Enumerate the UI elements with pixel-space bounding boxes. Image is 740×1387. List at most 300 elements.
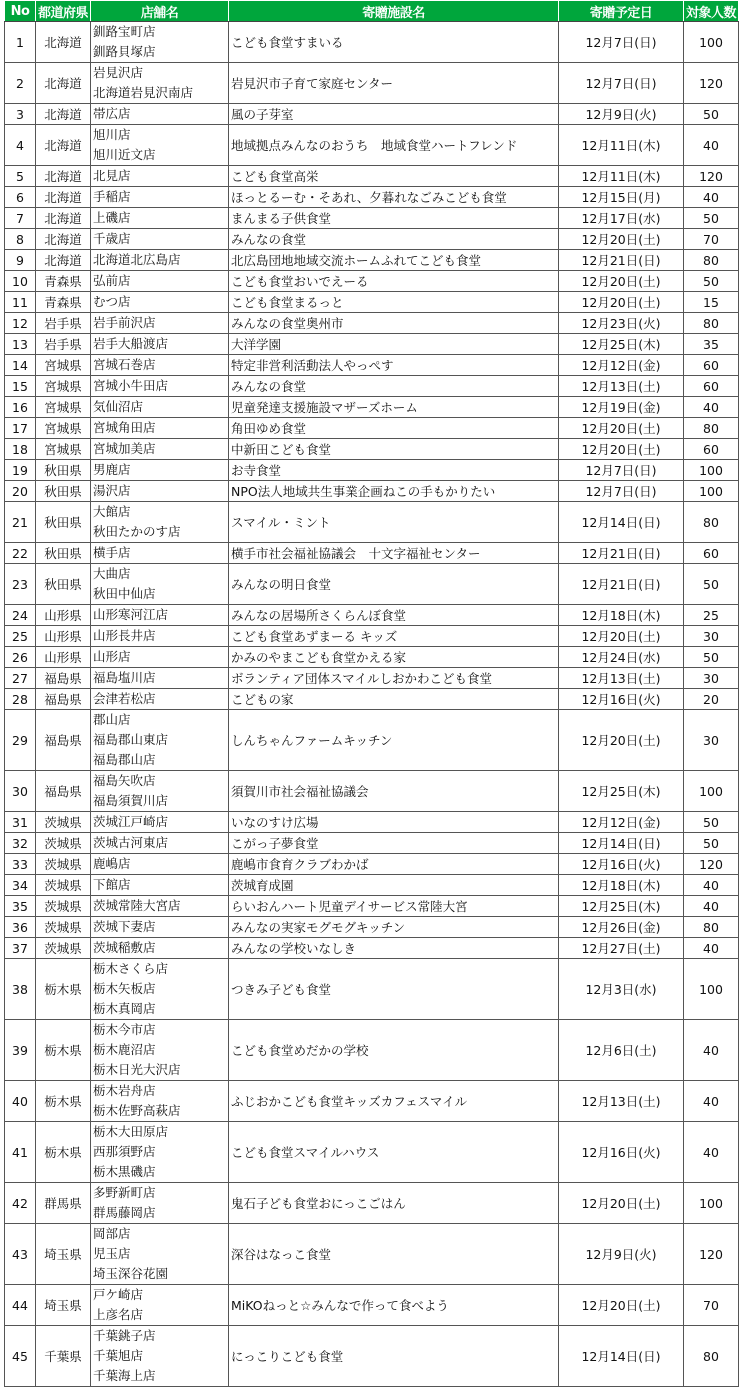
table-row bbox=[5, 292, 739, 313]
header-store: 店舗名 bbox=[91, 1, 229, 22]
row-date: 12月20日(土) bbox=[559, 229, 684, 250]
table-row bbox=[5, 1020, 739, 1081]
row-date: 12月25日(木) bbox=[559, 771, 684, 812]
row-no: 9 bbox=[5, 250, 36, 271]
row-stores bbox=[91, 917, 229, 938]
row-prefecture: 青森県 bbox=[36, 292, 91, 313]
row-count: 40 bbox=[684, 397, 739, 418]
row-facility: 角田ゆめ食堂 bbox=[229, 418, 559, 439]
row-facility: みんなの食堂 bbox=[229, 376, 559, 397]
row-facility: 横手市社会福祉協議会 十文字福祉センター bbox=[229, 543, 559, 564]
store-name: 横手店 bbox=[93, 545, 131, 560]
store-name: 栃木黒磯店 bbox=[93, 1164, 156, 1179]
row-count: 50 bbox=[684, 833, 739, 854]
row-stores bbox=[91, 710, 229, 771]
row-facility: こがっ子夢食堂 bbox=[229, 833, 559, 854]
table-row bbox=[5, 125, 739, 166]
table-header bbox=[5, 1, 739, 22]
row-count: 60 bbox=[684, 355, 739, 376]
row-count: 60 bbox=[684, 543, 739, 564]
row-date: 12月14日(日) bbox=[559, 1326, 684, 1387]
table-body bbox=[5, 22, 739, 1387]
row-no: 27 bbox=[5, 668, 36, 689]
store-name: 旭川店 bbox=[93, 127, 131, 142]
store-name: 栃木日光大沢店 bbox=[93, 1062, 181, 1077]
table-row bbox=[5, 271, 739, 292]
row-stores bbox=[91, 125, 229, 166]
row-prefecture: 北海道 bbox=[36, 104, 91, 125]
row-prefecture: 山形県 bbox=[36, 647, 91, 668]
row-count: 80 bbox=[684, 1326, 739, 1387]
row-no: 1 bbox=[5, 22, 36, 63]
table-row bbox=[5, 208, 739, 229]
row-date: 12月7日(日) bbox=[559, 481, 684, 502]
row-count: 15 bbox=[684, 292, 739, 313]
table-row bbox=[5, 564, 739, 605]
row-prefecture: 千葉県 bbox=[36, 1326, 91, 1387]
row-stores bbox=[91, 460, 229, 481]
store-name: 男鹿店 bbox=[93, 462, 131, 477]
row-facility: こども食堂高栄 bbox=[229, 166, 559, 187]
donation-table bbox=[4, 0, 739, 1387]
row-no: 14 bbox=[5, 355, 36, 376]
store-name: 千葉旭店 bbox=[93, 1348, 144, 1363]
row-prefecture: 青森県 bbox=[36, 271, 91, 292]
table-row bbox=[5, 460, 739, 481]
row-count: 100 bbox=[684, 1183, 739, 1224]
store-name: 岩手前沢店 bbox=[93, 315, 156, 330]
row-date: 12月9日(火) bbox=[559, 104, 684, 125]
row-no: 6 bbox=[5, 187, 36, 208]
store-name: 山形長井店 bbox=[93, 628, 156, 643]
row-count: 30 bbox=[684, 626, 739, 647]
store-name: 郡山店 bbox=[93, 712, 131, 727]
row-date: 12月7日(日) bbox=[559, 63, 684, 104]
row-count: 120 bbox=[684, 854, 739, 875]
row-prefecture: 北海道 bbox=[36, 250, 91, 271]
row-stores bbox=[91, 481, 229, 502]
row-count: 40 bbox=[684, 875, 739, 896]
table-row bbox=[5, 543, 739, 564]
store-name: 福島須賀川店 bbox=[93, 793, 169, 808]
table-row bbox=[5, 938, 739, 959]
table-row bbox=[5, 668, 739, 689]
row-count: 20 bbox=[684, 689, 739, 710]
store-name: 手稲店 bbox=[93, 189, 131, 204]
row-date: 12月20日(土) bbox=[559, 271, 684, 292]
row-prefecture: 秋田県 bbox=[36, 460, 91, 481]
row-no: 3 bbox=[5, 104, 36, 125]
row-no: 21 bbox=[5, 502, 36, 543]
table-row bbox=[5, 397, 739, 418]
store-name: 千歳店 bbox=[93, 231, 131, 246]
table-row bbox=[5, 605, 739, 626]
row-count: 60 bbox=[684, 439, 739, 460]
row-no: 24 bbox=[5, 605, 36, 626]
row-prefecture: 北海道 bbox=[36, 63, 91, 104]
row-facility: みんなの食堂奥州市 bbox=[229, 313, 559, 334]
table-row bbox=[5, 833, 739, 854]
store-name: 岩手大船渡店 bbox=[93, 336, 169, 351]
row-facility: しんちゃんファームキッチン bbox=[229, 710, 559, 771]
store-name: 福島塩川店 bbox=[93, 670, 156, 685]
row-count: 120 bbox=[684, 1224, 739, 1285]
store-name: 栃木岩舟店 bbox=[93, 1083, 156, 1098]
row-count: 30 bbox=[684, 668, 739, 689]
store-name: 釧路貝塚店 bbox=[93, 44, 156, 59]
row-date: 12月13日(土) bbox=[559, 376, 684, 397]
row-facility: にっこりこども食堂 bbox=[229, 1326, 559, 1387]
row-stores bbox=[91, 854, 229, 875]
row-facility: らいおんハート児童デイサービス常陸大宮 bbox=[229, 896, 559, 917]
row-stores bbox=[91, 104, 229, 125]
store-name: 帯広店 bbox=[93, 106, 131, 121]
store-name: 岡部店 bbox=[93, 1226, 131, 1241]
table-row bbox=[5, 502, 739, 543]
row-prefecture: 北海道 bbox=[36, 208, 91, 229]
store-name: 下館店 bbox=[93, 877, 131, 892]
row-date: 12月11日(木) bbox=[559, 125, 684, 166]
row-date: 12月26日(金) bbox=[559, 917, 684, 938]
row-no: 38 bbox=[5, 959, 36, 1020]
store-name: 栃木今市店 bbox=[93, 1022, 156, 1037]
row-count: 120 bbox=[684, 166, 739, 187]
row-facility: 大洋学園 bbox=[229, 334, 559, 355]
row-stores bbox=[91, 250, 229, 271]
store-name: 宮城小牛田店 bbox=[93, 378, 169, 393]
row-count: 120 bbox=[684, 63, 739, 104]
row-count: 60 bbox=[684, 376, 739, 397]
row-count: 70 bbox=[684, 1285, 739, 1326]
store-name: 秋田たかのす店 bbox=[93, 524, 181, 539]
row-no: 18 bbox=[5, 439, 36, 460]
row-count: 40 bbox=[684, 938, 739, 959]
row-facility: みんなの居場所さくらんぼ食堂 bbox=[229, 605, 559, 626]
store-name: 栃木佐野高萩店 bbox=[93, 1103, 181, 1118]
store-name: 弘前店 bbox=[93, 273, 131, 288]
store-name: 栃木真岡店 bbox=[93, 1001, 156, 1016]
store-name: 大曲店 bbox=[93, 566, 131, 581]
row-date: 12月15日(月) bbox=[559, 187, 684, 208]
row-prefecture: 北海道 bbox=[36, 22, 91, 63]
header-facility: 寄贈施設名 bbox=[229, 1, 559, 22]
row-date: 12月23日(火) bbox=[559, 313, 684, 334]
row-count: 100 bbox=[684, 959, 739, 1020]
row-prefecture: 北海道 bbox=[36, 229, 91, 250]
row-date: 12月18日(木) bbox=[559, 875, 684, 896]
row-facility: こども食堂おいでえーる bbox=[229, 271, 559, 292]
row-no: 12 bbox=[5, 313, 36, 334]
row-facility: みんなの食堂 bbox=[229, 229, 559, 250]
row-no: 41 bbox=[5, 1122, 36, 1183]
row-facility: 須賀川市社会福祉協議会 bbox=[229, 771, 559, 812]
row-prefecture: 栃木県 bbox=[36, 959, 91, 1020]
row-date: 12月20日(土) bbox=[559, 1285, 684, 1326]
row-facility: 風の子芽室 bbox=[229, 104, 559, 125]
store-name: 上磯店 bbox=[93, 210, 131, 225]
row-facility: こどもの家 bbox=[229, 689, 559, 710]
row-no: 25 bbox=[5, 626, 36, 647]
row-count: 35 bbox=[684, 334, 739, 355]
row-no: 19 bbox=[5, 460, 36, 481]
row-prefecture: 茨城県 bbox=[36, 938, 91, 959]
row-prefecture: 茨城県 bbox=[36, 854, 91, 875]
row-stores bbox=[91, 1020, 229, 1081]
row-date: 12月9日(火) bbox=[559, 1224, 684, 1285]
row-stores bbox=[91, 63, 229, 104]
row-date: 12月20日(土) bbox=[559, 626, 684, 647]
row-date: 12月20日(土) bbox=[559, 418, 684, 439]
row-count: 80 bbox=[684, 250, 739, 271]
row-no: 26 bbox=[5, 647, 36, 668]
row-no: 28 bbox=[5, 689, 36, 710]
row-date: 12月25日(木) bbox=[559, 896, 684, 917]
row-stores bbox=[91, 1122, 229, 1183]
row-prefecture: 北海道 bbox=[36, 187, 91, 208]
store-name: 栃木大田原店 bbox=[93, 1124, 169, 1139]
row-date: 12月25日(木) bbox=[559, 334, 684, 355]
row-prefecture: 埼玉県 bbox=[36, 1224, 91, 1285]
table-row bbox=[5, 63, 739, 104]
row-prefecture: 秋田県 bbox=[36, 543, 91, 564]
store-name: 西那須野店 bbox=[93, 1144, 156, 1159]
row-no: 17 bbox=[5, 418, 36, 439]
row-prefecture: 茨城県 bbox=[36, 833, 91, 854]
table-row bbox=[5, 689, 739, 710]
row-date: 12月7日(日) bbox=[559, 22, 684, 63]
row-prefecture: 岩手県 bbox=[36, 334, 91, 355]
row-stores bbox=[91, 397, 229, 418]
row-count: 100 bbox=[684, 481, 739, 502]
row-facility: スマイル・ミント bbox=[229, 502, 559, 543]
store-name: 秋田中仙店 bbox=[93, 586, 156, 601]
row-date: 12月16日(火) bbox=[559, 689, 684, 710]
row-stores bbox=[91, 313, 229, 334]
store-name: 旭川近文店 bbox=[93, 147, 156, 162]
store-name: 上彦名店 bbox=[93, 1307, 144, 1322]
table-row bbox=[5, 896, 739, 917]
row-no: 35 bbox=[5, 896, 36, 917]
store-name: 宮城加美店 bbox=[93, 441, 156, 456]
row-stores bbox=[91, 292, 229, 313]
row-date: 12月7日(日) bbox=[559, 460, 684, 481]
table-row bbox=[5, 626, 739, 647]
row-stores bbox=[91, 418, 229, 439]
row-stores bbox=[91, 1183, 229, 1224]
row-stores bbox=[91, 208, 229, 229]
row-prefecture: 宮城県 bbox=[36, 355, 91, 376]
row-facility: ほっとるーむ・そあれ、夕暮れなごみこども食堂 bbox=[229, 187, 559, 208]
row-count: 80 bbox=[684, 418, 739, 439]
row-no: 40 bbox=[5, 1081, 36, 1122]
row-facility: 地域拠点みんなのおうち 地域食堂ハートフレンド bbox=[229, 125, 559, 166]
row-date: 12月16日(火) bbox=[559, 854, 684, 875]
row-stores bbox=[91, 376, 229, 397]
row-prefecture: 埼玉県 bbox=[36, 1285, 91, 1326]
store-name: 山形寒河江店 bbox=[93, 607, 169, 622]
row-no: 10 bbox=[5, 271, 36, 292]
row-date: 12月12日(金) bbox=[559, 812, 684, 833]
store-name: むつ店 bbox=[93, 294, 131, 309]
row-no: 34 bbox=[5, 875, 36, 896]
store-name: 釧路宝町店 bbox=[93, 24, 156, 39]
row-facility: 北広島団地地域交流ホームふれてこども食堂 bbox=[229, 250, 559, 271]
table-row bbox=[5, 917, 739, 938]
row-count: 40 bbox=[684, 125, 739, 166]
row-no: 31 bbox=[5, 812, 36, 833]
row-count: 40 bbox=[684, 896, 739, 917]
row-stores bbox=[91, 771, 229, 812]
row-stores bbox=[91, 1081, 229, 1122]
table-row bbox=[5, 418, 739, 439]
row-prefecture: 福島県 bbox=[36, 689, 91, 710]
store-name: 宮城角田店 bbox=[93, 420, 156, 435]
store-name: 山形店 bbox=[93, 649, 131, 664]
row-count: 80 bbox=[684, 313, 739, 334]
store-name: 宮城石巻店 bbox=[93, 357, 156, 372]
row-prefecture: 福島県 bbox=[36, 668, 91, 689]
row-date: 12月17日(水) bbox=[559, 208, 684, 229]
row-stores bbox=[91, 959, 229, 1020]
row-stores bbox=[91, 1326, 229, 1387]
row-no: 33 bbox=[5, 854, 36, 875]
store-name: 福島郡山東店 bbox=[93, 732, 169, 747]
row-count: 50 bbox=[684, 812, 739, 833]
row-prefecture: 宮城県 bbox=[36, 418, 91, 439]
row-facility: MiKOねっと☆みんなで作って食べよう bbox=[229, 1285, 559, 1326]
row-date: 12月24日(水) bbox=[559, 647, 684, 668]
row-count: 100 bbox=[684, 22, 739, 63]
table-row bbox=[5, 875, 739, 896]
table-row bbox=[5, 959, 739, 1020]
row-no: 7 bbox=[5, 208, 36, 229]
row-no: 37 bbox=[5, 938, 36, 959]
row-stores bbox=[91, 439, 229, 460]
store-name: 千葉銚子店 bbox=[93, 1328, 156, 1343]
row-stores bbox=[91, 355, 229, 376]
row-count: 80 bbox=[684, 502, 739, 543]
row-stores bbox=[91, 875, 229, 896]
row-stores bbox=[91, 668, 229, 689]
row-prefecture: 秋田県 bbox=[36, 502, 91, 543]
row-prefecture: 山形県 bbox=[36, 626, 91, 647]
row-facility: まんまる子供食堂 bbox=[229, 208, 559, 229]
row-count: 100 bbox=[684, 771, 739, 812]
row-facility: 岩見沢市子育て家庭センター bbox=[229, 63, 559, 104]
store-name: 茨城常陸大宮店 bbox=[93, 898, 181, 913]
row-facility: こども食堂スマイルハウス bbox=[229, 1122, 559, 1183]
row-count: 40 bbox=[684, 1122, 739, 1183]
row-count: 40 bbox=[684, 1081, 739, 1122]
row-prefecture: 栃木県 bbox=[36, 1020, 91, 1081]
table-row bbox=[5, 22, 739, 63]
row-no: 22 bbox=[5, 543, 36, 564]
store-name: 鹿嶋店 bbox=[93, 856, 131, 871]
row-no: 32 bbox=[5, 833, 36, 854]
row-stores bbox=[91, 271, 229, 292]
row-date: 12月14日(日) bbox=[559, 502, 684, 543]
row-facility: 中新田こども食堂 bbox=[229, 439, 559, 460]
table-row bbox=[5, 355, 739, 376]
header-count: 対象人数 bbox=[684, 1, 739, 22]
table-row bbox=[5, 376, 739, 397]
table-row bbox=[5, 647, 739, 668]
row-stores bbox=[91, 626, 229, 647]
store-name: 福島郡山店 bbox=[93, 752, 156, 767]
row-facility: こども食堂まるっと bbox=[229, 292, 559, 313]
row-date: 12月6日(土) bbox=[559, 1020, 684, 1081]
row-date: 12月12日(金) bbox=[559, 355, 684, 376]
row-date: 12月13日(土) bbox=[559, 668, 684, 689]
row-count: 100 bbox=[684, 460, 739, 481]
row-count: 70 bbox=[684, 229, 739, 250]
row-stores bbox=[91, 229, 229, 250]
row-stores bbox=[91, 1224, 229, 1285]
table-row bbox=[5, 481, 739, 502]
table-row bbox=[5, 1224, 739, 1285]
table-row bbox=[5, 187, 739, 208]
row-no: 15 bbox=[5, 376, 36, 397]
table-row bbox=[5, 439, 739, 460]
table-row bbox=[5, 854, 739, 875]
row-count: 50 bbox=[684, 271, 739, 292]
row-count: 40 bbox=[684, 1020, 739, 1081]
header-no: No bbox=[5, 1, 36, 22]
row-no: 43 bbox=[5, 1224, 36, 1285]
row-facility: 深谷はなっこ食堂 bbox=[229, 1224, 559, 1285]
row-prefecture: 茨城県 bbox=[36, 812, 91, 833]
row-prefecture: 秋田県 bbox=[36, 564, 91, 605]
store-name: 茨城古河東店 bbox=[93, 835, 169, 850]
table-row bbox=[5, 313, 739, 334]
row-facility: 児童発達支援施設マザーズホーム bbox=[229, 397, 559, 418]
store-name: 福島矢吹店 bbox=[93, 773, 156, 788]
row-date: 12月19日(金) bbox=[559, 397, 684, 418]
row-stores bbox=[91, 564, 229, 605]
row-stores bbox=[91, 543, 229, 564]
header-date: 寄贈予定日 bbox=[559, 1, 684, 22]
row-facility: お寺食堂 bbox=[229, 460, 559, 481]
row-prefecture: 岩手県 bbox=[36, 313, 91, 334]
row-date: 12月21日(日) bbox=[559, 250, 684, 271]
row-date: 12月20日(土) bbox=[559, 1183, 684, 1224]
row-prefecture: 栃木県 bbox=[36, 1081, 91, 1122]
row-facility: みんなの実家モグモグキッチン bbox=[229, 917, 559, 938]
table-row bbox=[5, 1183, 739, 1224]
row-facility: こども食堂めだかの学校 bbox=[229, 1020, 559, 1081]
store-name: 茨城稲敷店 bbox=[93, 940, 156, 955]
row-no: 13 bbox=[5, 334, 36, 355]
table-row bbox=[5, 771, 739, 812]
row-no: 23 bbox=[5, 564, 36, 605]
row-prefecture: 山形県 bbox=[36, 605, 91, 626]
row-no: 42 bbox=[5, 1183, 36, 1224]
store-name: 栃木さくら店 bbox=[93, 961, 169, 976]
row-prefecture: 茨城県 bbox=[36, 875, 91, 896]
table-row bbox=[5, 1122, 739, 1183]
store-name: 湯沢店 bbox=[93, 483, 131, 498]
store-name: 会津若松店 bbox=[93, 691, 156, 706]
row-no: 39 bbox=[5, 1020, 36, 1081]
table-row bbox=[5, 166, 739, 187]
row-count: 25 bbox=[684, 605, 739, 626]
row-facility: 鹿嶋市食育クラブわかば bbox=[229, 854, 559, 875]
row-date: 12月20日(土) bbox=[559, 710, 684, 771]
header-prefecture: 都道府県 bbox=[36, 1, 91, 22]
row-date: 12月3日(水) bbox=[559, 959, 684, 1020]
row-facility: 特定非営利活動法人やっぺす bbox=[229, 355, 559, 376]
row-date: 12月16日(火) bbox=[559, 1122, 684, 1183]
